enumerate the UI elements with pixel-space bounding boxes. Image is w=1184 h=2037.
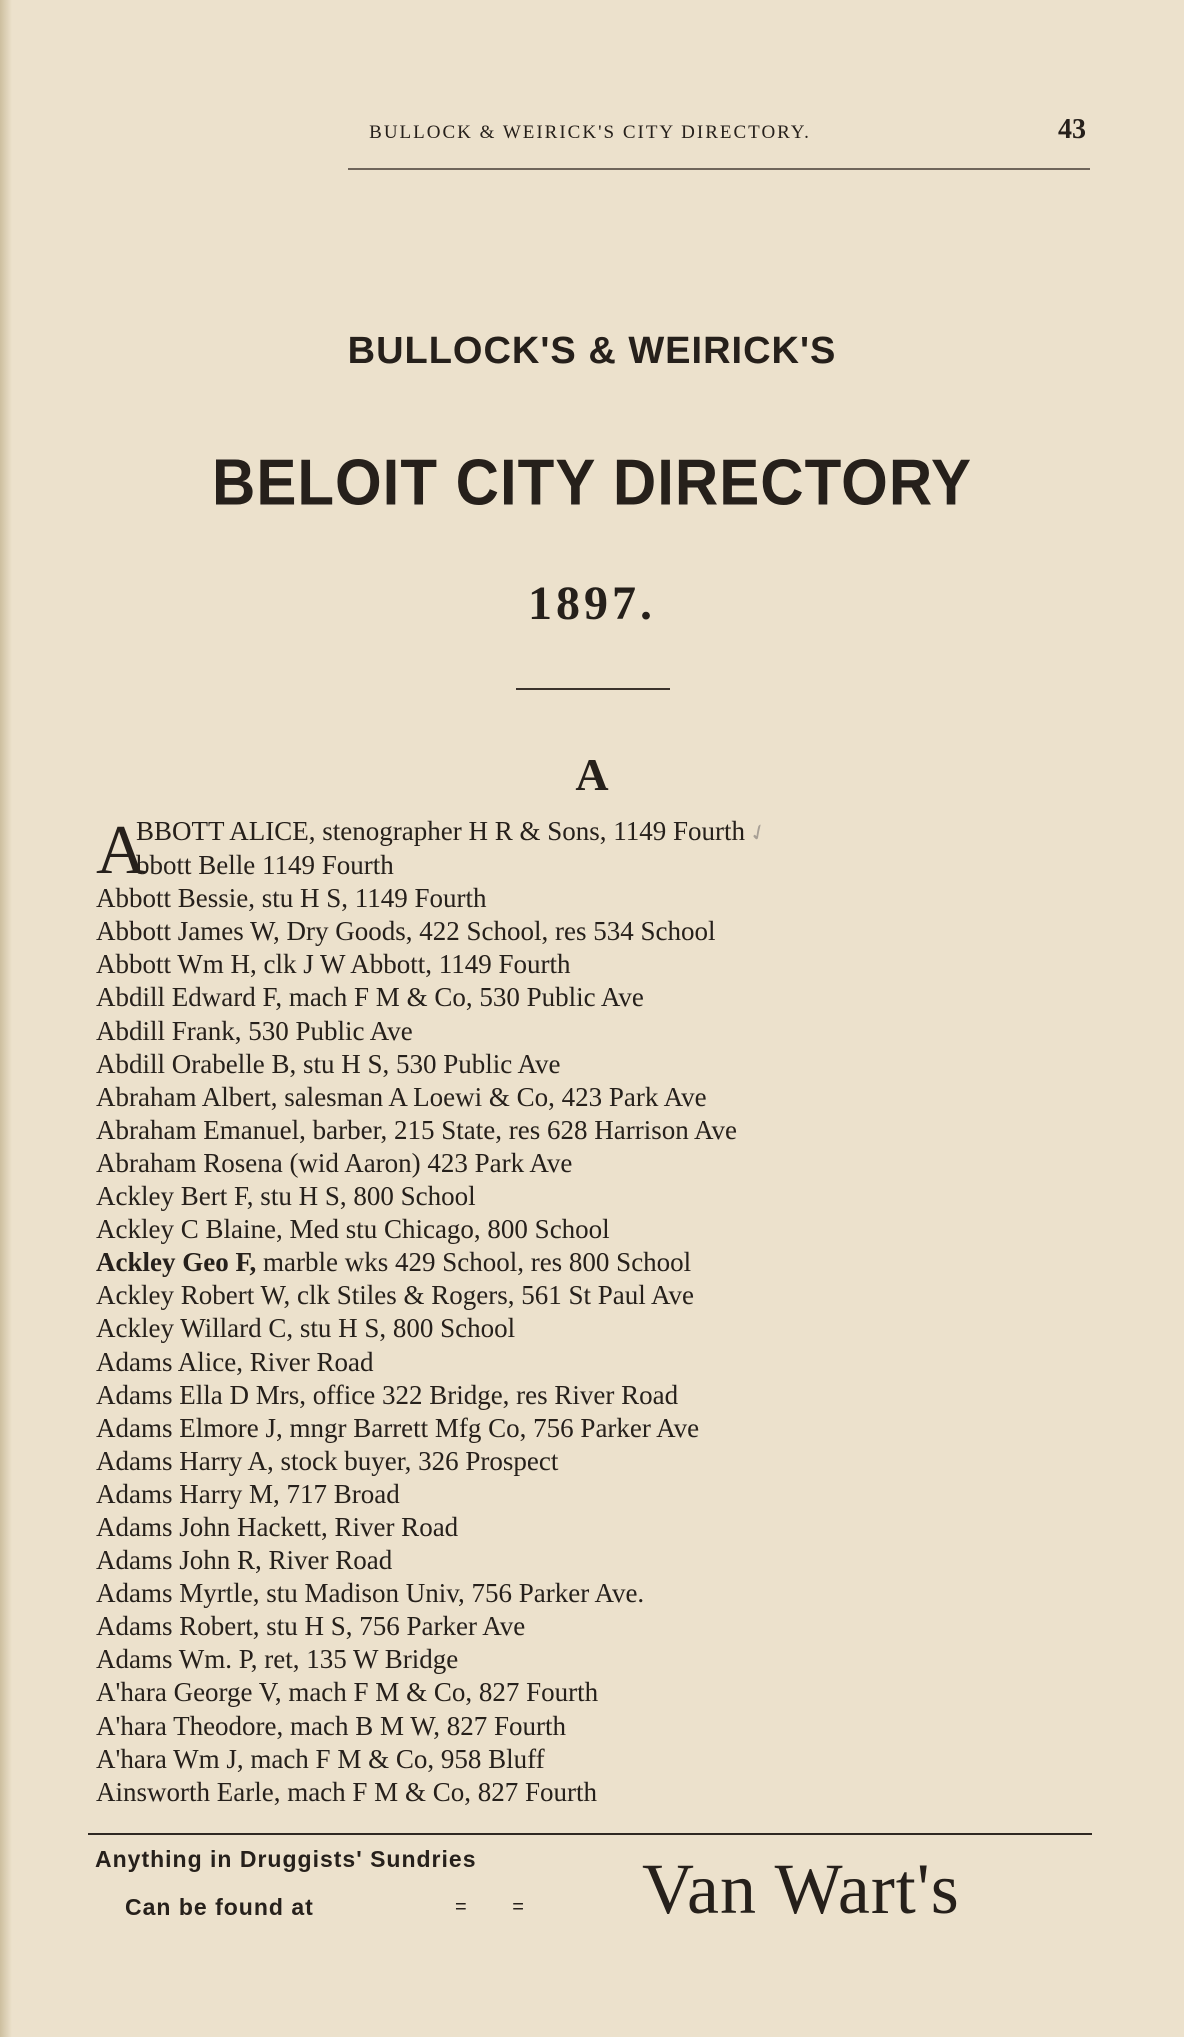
directory-entry: Abraham Emanuel, barber, 215 State, res 628 Harrison Ave — [96, 1114, 737, 1145]
directory-entry: Adams Robert, stu H S, 756 Parker Ave — [96, 1611, 526, 1642]
directory-entry: Adams Harry A, stock buyer, 326 Prospect — [96, 1445, 559, 1476]
header-rule — [348, 168, 1090, 170]
page-title: BELOIT CITY DIRECTORY — [212, 446, 972, 519]
directory-entry: Ainsworth Earle, mach F M & Co, 827 Fourth — [96, 1776, 597, 1807]
directory-entry: Adams John Hackett, River Road — [96, 1511, 459, 1542]
directory-entry: Abbott James W, Dry Goods, 422 School, res 534 School — [96, 916, 716, 947]
directory-entry: Abdill Frank, 530 Public Ave — [96, 1015, 413, 1046]
check-mark-icon: ✓ — [744, 817, 772, 848]
directory-entry: Adams Myrtle, stu Madison Univ, 756 Parker Ave. — [96, 1578, 645, 1609]
directory-entry: A'hara Theodore, mach B M W, 827 Fourth — [96, 1710, 567, 1741]
directory-entry: Adams Harry M, 717 Broad — [96, 1478, 400, 1509]
directory-entry: Abbott Bessie, stu H S, 1149 Fourth — [96, 883, 487, 914]
ad-subline: Can be found at — [125, 1894, 314, 1920]
directory-entry: Adams Wm. P, ret, 135 W Bridge — [96, 1644, 459, 1675]
directory-entry: Adams Alice, River Road — [96, 1346, 374, 1377]
directory-entry: Abraham Rosena (wid Aaron) 423 Park Ave — [96, 1147, 573, 1178]
directory-entry: Abdill Orabelle B, stu H S, 530 Public Ave — [96, 1048, 561, 1079]
directory-entries — [96, 812, 1116, 1809]
directory-entry: Abbott Wm H, clk J W Abbott, 1149 Fourth — [96, 949, 571, 980]
entry-text: marble wks 429 School, res 800 School — [256, 1247, 692, 1278]
directory-entry: Adams Ella D Mrs, office 322 Bridge, res River Road — [96, 1379, 679, 1410]
directory-entry — [96, 815, 1116, 849]
directory-entry: Adams Elmore J, mngr Barrett Mfg Co, 756 Parker Ave — [96, 1412, 700, 1443]
directory-entry — [96, 849, 1116, 882]
running-title: BULLOCK & WEIRICK'S CITY DIRECTORY. — [369, 122, 811, 143]
advertisement-rule — [88, 1833, 1092, 1835]
drop-cap: A — [96, 812, 147, 889]
ad-dots: = = — [455, 1896, 524, 1918]
entry-text: bbott Belle 1149 Fourth — [136, 850, 394, 881]
directory-entry: Adams John R, River Road — [96, 1545, 393, 1576]
directory-entry: Abdill Edward F, mach F M & Co, 530 Public Ave — [96, 982, 644, 1013]
directory-entry: Ackley Bert F, stu H S, 800 School — [96, 1181, 476, 1212]
ad-brand-name: Van Wart's — [642, 1849, 960, 1929]
title-divider — [516, 688, 670, 690]
directory-entry: Ackley C Blaine, Med stu Chicago, 800 School — [96, 1214, 610, 1245]
directory-entry: Ackley Willard C, stu H S, 800 School — [96, 1313, 516, 1344]
directory-year: 1897. — [528, 577, 656, 630]
section-letter: A — [575, 749, 609, 800]
entry-text: BBOTT ALICE, stenographer H R & Sons, 1149 Fourth — [136, 816, 745, 846]
directory-entry-bold — [96, 1246, 1116, 1279]
entry-name-bold: Ackley Geo F, — [96, 1247, 257, 1278]
directory-entry: Abraham Albert, salesman A Loewi & Co, 423 Park Ave — [96, 1081, 707, 1112]
directory-entry: A'hara George V, mach F M & Co, 827 Fourth — [96, 1677, 599, 1708]
directory-entry: Ackley Robert W, clk Stiles & Rogers, 561 St Paul Ave — [96, 1280, 694, 1311]
directory-entry: A'hara Wm J, mach F M & Co, 958 Bluff — [96, 1743, 545, 1774]
page-number: 43 — [1058, 114, 1086, 145]
ad-tagline: Anything in Druggists' Sundries — [95, 1846, 477, 1872]
publisher-name: BULLOCK'S & WEIRICK'S — [347, 330, 837, 372]
